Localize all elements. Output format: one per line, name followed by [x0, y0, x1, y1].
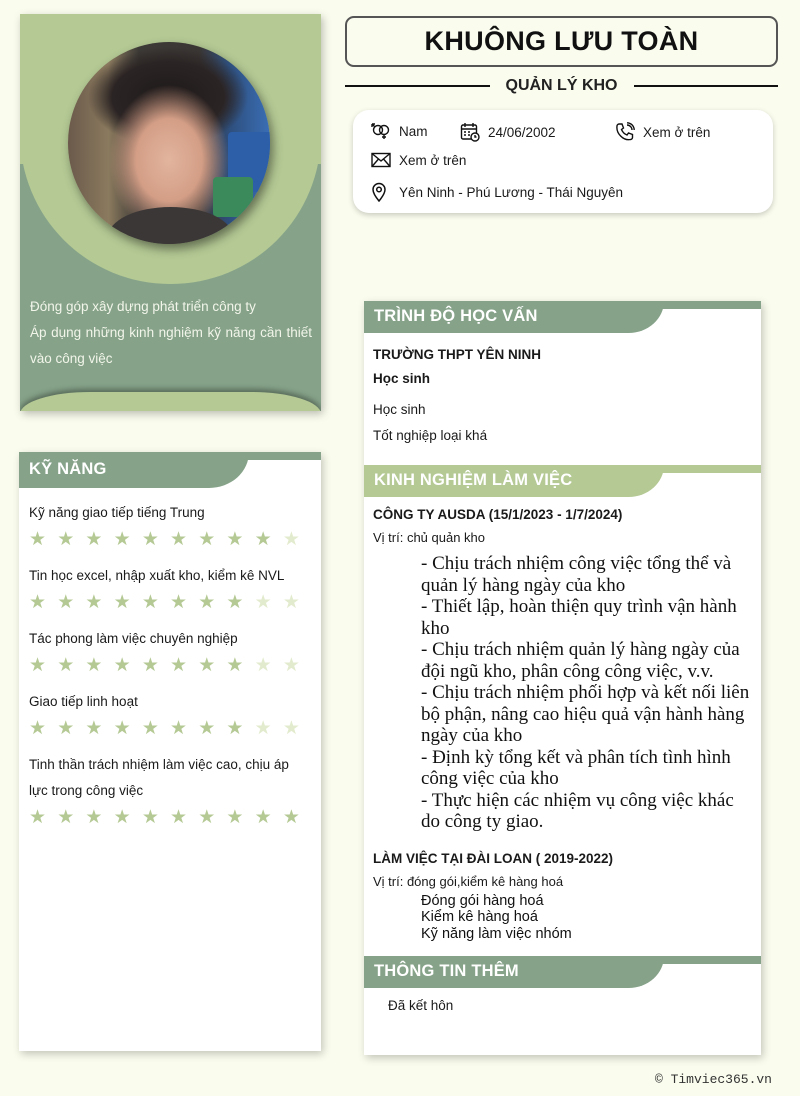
school-name: TRƯỜNG THPT YÊN NINH — [373, 347, 541, 362]
star-icon: ★ — [198, 718, 216, 739]
star-icon: ★ — [254, 718, 272, 739]
education-detail: Học sinh — [373, 402, 426, 417]
star-icon: ★ — [113, 592, 131, 613]
profile-bottom-wave — [20, 392, 321, 411]
star-icon: ★ — [85, 592, 103, 613]
star-icon: ★ — [85, 529, 103, 550]
star-icon: ★ — [170, 529, 188, 550]
career-objective — [30, 294, 312, 372]
star-icon: ★ — [113, 807, 131, 828]
header-curve — [652, 964, 761, 988]
skill-name: Tác phong làm việc chuyên nghiệp — [29, 631, 238, 646]
star-icon: ★ — [254, 655, 272, 676]
job-position: Vị trí: chủ quản kho — [373, 530, 486, 545]
star-icon: ★ — [226, 655, 244, 676]
section-title: THÔNG TIN THÊM — [374, 962, 519, 980]
header-curve — [652, 309, 761, 333]
star-icon: ★ — [226, 807, 244, 828]
star-icon: ★ — [198, 529, 216, 550]
skill-rating — [29, 656, 311, 676]
skills-list — [19, 488, 321, 828]
star-icon: ★ — [254, 529, 272, 550]
contact-birthday — [460, 122, 556, 142]
star-icon: ★ — [198, 592, 216, 613]
star-icon: ★ — [113, 529, 131, 550]
star-icon: ★ — [226, 718, 244, 739]
contact-address — [371, 182, 623, 202]
phone-value[interactable]: Xem ở trên — [643, 124, 711, 140]
star-icon: ★ — [141, 592, 159, 613]
star-icon: ★ — [29, 529, 47, 550]
star-icon: ★ — [198, 807, 216, 828]
company-name: LÀM VIỆC TẠI ĐÀI LOAN ( 2019-2022) — [373, 850, 614, 866]
skill-name: Kỹ năng giao tiếp tiếng Trung — [29, 505, 205, 520]
location-pin-icon — [371, 182, 391, 202]
header-curve — [652, 473, 761, 497]
job-title-row — [345, 74, 778, 98]
star-icon: ★ — [282, 592, 300, 613]
extra-info-text: Đã kết hôn — [388, 998, 454, 1013]
star-icon: ★ — [113, 718, 131, 739]
skill-name: Tin học excel, nhập xuất kho, kiểm kê NVL — [29, 568, 285, 583]
company-name: CÔNG TY AUSDA (15/1/2023 - 1/7/2024) — [373, 507, 623, 522]
job-duties — [373, 893, 752, 943]
star-icon: ★ — [282, 807, 300, 828]
job-duties — [373, 553, 752, 833]
skill-name: Tinh thần trách nhiệm làm việc cao, chịu áp lực trong công việc — [29, 757, 289, 798]
star-icon: ★ — [29, 718, 47, 739]
gender-value: Nam — [399, 123, 428, 139]
star-icon: ★ — [57, 592, 75, 613]
duty-line: Kiểm kê hàng hoá — [421, 909, 538, 925]
section-title: KỸ NĂNG — [29, 460, 107, 478]
section-title: TRÌNH ĐỘ HỌC VẤN — [374, 307, 538, 325]
contact-gender — [371, 122, 428, 140]
job-position: Vị trí: đóng gói,kiểm kê hàng hoá — [373, 873, 564, 889]
star-icon: ★ — [85, 718, 103, 739]
star-icon: ★ — [141, 655, 159, 676]
star-icon: ★ — [282, 718, 300, 739]
star-icon: ★ — [57, 655, 75, 676]
skill-rating — [29, 593, 311, 613]
duty-line: - Chịu trách nhiệm phối hợp và kết nối liên bộ phận, nâng cao hiệu quả vận hành hàng ngày của kho — [421, 682, 750, 746]
divider — [634, 85, 779, 87]
star-icon: ★ — [141, 807, 159, 828]
star-icon: ★ — [141, 718, 159, 739]
star-icon: ★ — [254, 592, 272, 613]
extra-info-header — [364, 956, 761, 988]
objective-line: Đóng góp xây dựng phát triển công ty — [30, 299, 256, 314]
star-icon: ★ — [141, 529, 159, 550]
education-entry — [364, 333, 761, 449]
duty-line: - Định kỳ tổng kết và phân tích tình hình công việc của kho — [421, 746, 731, 789]
job-title: QUẢN LÝ KHO — [505, 77, 618, 94]
star-icon: ★ — [198, 655, 216, 676]
star-icon: ★ — [29, 655, 47, 676]
profile-card — [20, 14, 321, 411]
avatar — [68, 42, 270, 244]
email-icon — [371, 152, 391, 168]
star-icon: ★ — [170, 592, 188, 613]
education-detail: Tốt nghiệp loại khá — [373, 428, 488, 443]
star-icon: ★ — [57, 807, 75, 828]
duty-line: - Chịu trách nhiệm quản lý hàng ngày của đội ngũ kho, phân công công việc, v.v. — [421, 639, 740, 682]
gender-icon — [371, 122, 391, 140]
star-icon: ★ — [29, 807, 47, 828]
experience-entry — [364, 833, 761, 943]
star-icon: ★ — [282, 655, 300, 676]
star-icon: ★ — [85, 807, 103, 828]
email-value[interactable]: Xem ở trên — [399, 152, 467, 168]
skills-section — [19, 452, 321, 1051]
calendar-icon — [460, 122, 480, 142]
star-icon: ★ — [29, 592, 47, 613]
skill-rating — [29, 808, 311, 828]
duty-line: Đóng gói hàng hoá — [421, 892, 544, 909]
star-icon: ★ — [254, 807, 272, 828]
duty-line: - Thực hiện các nhiệm vụ công việc khác do công ty giao. — [421, 789, 734, 832]
candidate-name: KHUÔNG LƯU TOÀN — [424, 26, 699, 56]
star-icon: ★ — [85, 655, 103, 676]
experience-entry — [364, 497, 761, 833]
contact-phone — [615, 122, 710, 142]
skill-rating — [29, 719, 311, 739]
objective-line: Áp dụng những kinh nghiệm kỹ năng cần thiết vào công việc — [30, 325, 312, 366]
star-icon: ★ — [170, 807, 188, 828]
contact-card — [353, 110, 773, 213]
footer-credit: © Timviec365.vn — [654, 1072, 772, 1087]
experience-header — [364, 465, 761, 497]
divider — [345, 85, 490, 87]
skill-name: Giao tiếp linh hoạt — [29, 694, 138, 709]
main-content-card — [364, 301, 761, 1055]
school-major: Học sinh — [373, 371, 431, 386]
star-icon: ★ — [226, 529, 244, 550]
section-title: KINH NGHIỆM LÀM VIỆC — [374, 471, 573, 489]
skill-rating — [29, 530, 311, 550]
address-value: Yên Ninh - Phú Lương - Thái Nguyên — [399, 184, 624, 200]
skills-header — [19, 452, 321, 488]
star-icon: ★ — [113, 655, 131, 676]
header-curve — [241, 460, 321, 488]
name-box — [345, 16, 778, 67]
duty-line: Kỹ năng làm việc nhóm — [421, 925, 572, 942]
education-header — [364, 301, 761, 333]
star-icon: ★ — [57, 718, 75, 739]
duty-line: - Thiết lập, hoàn thiện quy trình vận hành kho — [421, 596, 737, 639]
phone-icon — [615, 122, 635, 142]
contact-email — [371, 152, 466, 168]
photo-detail — [213, 177, 253, 217]
star-icon: ★ — [226, 592, 244, 613]
birthday-value: 24/06/2002 — [488, 124, 556, 140]
star-icon: ★ — [282, 529, 300, 550]
star-icon: ★ — [57, 529, 75, 550]
duty-line: - Chịu trách nhiệm công việc tổng thể và quản lý hàng ngày của kho — [421, 553, 732, 596]
star-icon: ★ — [170, 718, 188, 739]
star-icon: ★ — [170, 655, 188, 676]
